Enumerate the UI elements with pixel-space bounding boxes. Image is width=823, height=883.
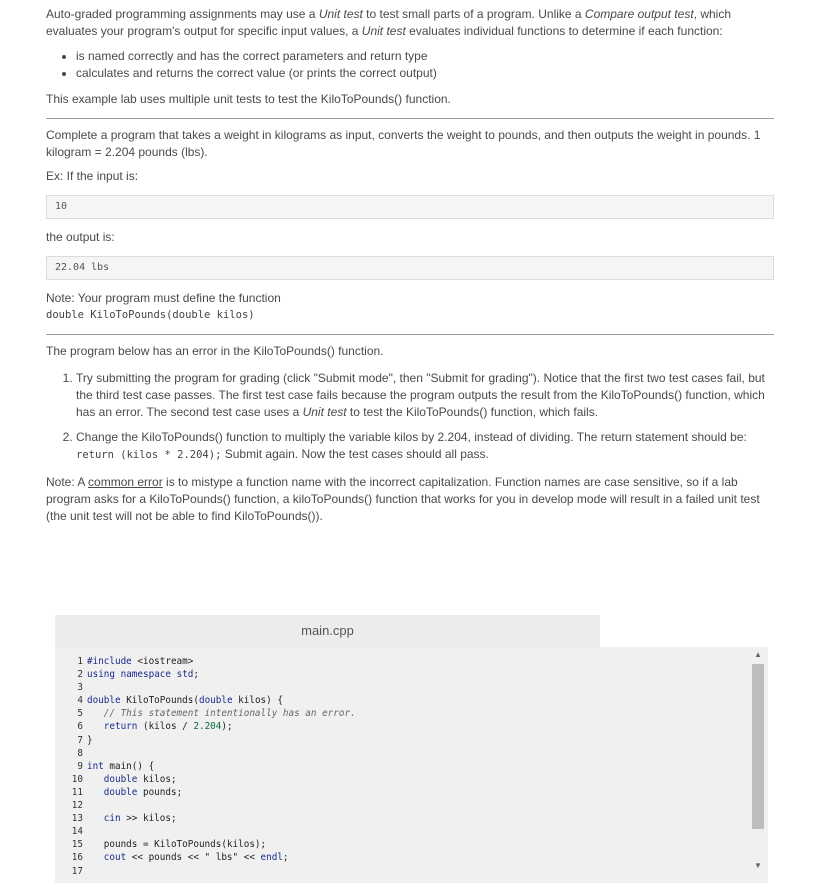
scroll-down-arrow-icon[interactable]: ▼ bbox=[754, 861, 762, 870]
line-text[interactable]: using namespace std; bbox=[87, 669, 199, 681]
code-line[interactable] bbox=[67, 786, 356, 799]
line-number: 1 bbox=[77, 656, 83, 667]
example-input: 10 bbox=[46, 195, 774, 219]
line-text[interactable]: double kilos; bbox=[103, 773, 177, 785]
line-number: 15 bbox=[71, 839, 83, 851]
line-number: 17 bbox=[71, 865, 83, 877]
line-number: 4 bbox=[77, 695, 83, 707]
line-text[interactable]: pounds = KiloToPounds(kilos); bbox=[87, 839, 267, 851]
common-error-link[interactable]: common error bbox=[88, 475, 163, 489]
code-line[interactable] bbox=[67, 812, 356, 825]
line-number: 10 bbox=[71, 773, 83, 785]
line-number: 8 bbox=[77, 747, 83, 759]
line-number: 13 bbox=[71, 813, 83, 825]
divider bbox=[46, 334, 774, 335]
line-number: 6 bbox=[77, 721, 83, 733]
code-line[interactable] bbox=[67, 825, 356, 838]
code-line[interactable] bbox=[67, 838, 356, 851]
instructions-intro: The program below has an error in the KiloToPounds() function. bbox=[46, 344, 384, 358]
line-number: 2 bbox=[77, 669, 83, 681]
example-output: 22.04 lbs bbox=[46, 256, 774, 280]
line-text[interactable]: #include <iostream> bbox=[87, 656, 194, 667]
code-line[interactable] bbox=[67, 747, 356, 760]
code-lines[interactable] bbox=[67, 655, 356, 878]
code-line[interactable] bbox=[67, 851, 356, 864]
step-1: 1. Try submitting the program for grading (click "Submit mode", then "Submit for grading"). Notice that the first two test cases fail, but the third test case passes. The first test case fails because the program outputs the result from the KiloToPounds() function, which has an error. The second test case uses a Unit test to test the KiloToPounds() function, which fails. bbox=[76, 370, 774, 421]
code-line[interactable] bbox=[67, 668, 356, 681]
code-editor[interactable] bbox=[55, 647, 768, 883]
intro-note: This example lab uses multiple unit tests to test the KiloToPounds() function. bbox=[46, 92, 451, 106]
code-line[interactable] bbox=[67, 707, 356, 720]
output-label: the output is: bbox=[46, 230, 115, 244]
code-line[interactable] bbox=[67, 694, 356, 707]
divider bbox=[46, 118, 774, 119]
scroll-up-arrow-icon[interactable]: ▲ bbox=[754, 650, 762, 659]
line-number: 14 bbox=[71, 826, 83, 838]
line-number: 16 bbox=[71, 852, 83, 864]
code-line[interactable] bbox=[67, 655, 356, 668]
line-text[interactable]: return (kilos / 2.204); bbox=[103, 721, 233, 733]
line-number: 5 bbox=[77, 708, 83, 720]
lab-instructions bbox=[46, 6, 774, 525]
example-label: Ex: If the input is: bbox=[46, 169, 139, 183]
code-line[interactable] bbox=[67, 734, 356, 747]
line-text[interactable]: int main() { bbox=[87, 760, 155, 772]
task-description: Complete a program that takes a weight in kilograms as input, converts the weight to pounds, and then outputs the weight in pounds. 1 kilogram = 2.204 pounds (lbs). bbox=[46, 128, 761, 159]
function-note: Note: Your program must define the function bbox=[46, 291, 281, 305]
function-signature: double KiloToPounds(double kilos) bbox=[46, 309, 255, 321]
line-text[interactable]: } bbox=[87, 734, 93, 746]
code-line[interactable] bbox=[67, 760, 356, 773]
line-text[interactable]: cin >> kilos; bbox=[103, 813, 177, 825]
common-error-note: Note: A common error is to mistype a function name with the incorrect capitalization. Function names are case sensitive, so if a lab program asks for a KiloToPounds() function, a kiloToPounds() function that works for you in develop mode will result in a failed unit test (the unit test will not be able to find KiloToPounds()). bbox=[46, 475, 760, 523]
line-text[interactable]: double KiloToPounds(double kilos) { bbox=[87, 695, 283, 707]
line-text[interactable]: // This statement intentionally has an error. bbox=[103, 708, 356, 720]
list-item: • is named correctly and has the correct parameters and return type bbox=[76, 48, 774, 65]
criteria-list bbox=[46, 48, 774, 82]
code-line[interactable] bbox=[67, 799, 356, 812]
steps-list bbox=[46, 370, 774, 464]
line-number: 12 bbox=[71, 800, 83, 812]
code-line[interactable] bbox=[67, 720, 356, 733]
line-text[interactable]: double pounds; bbox=[103, 786, 183, 798]
code-line[interactable] bbox=[67, 773, 356, 786]
line-text[interactable]: cout << pounds << " lbs" << endl; bbox=[103, 852, 289, 864]
return-statement-code: return (kilos * 2.204); bbox=[76, 449, 222, 461]
code-line[interactable] bbox=[67, 865, 356, 878]
line-number: 7 bbox=[77, 734, 83, 746]
file-tab[interactable]: main.cpp bbox=[301, 623, 354, 638]
line-number: 11 bbox=[71, 786, 83, 798]
intro-paragraph: Auto-graded programming assignments may use a Unit test to test small parts of a program. Unlike a Compare output test, which evaluates your program's output for specific input values, a Unit test evaluates individual functions to determine if each function: bbox=[46, 7, 732, 38]
step-2: 2. Change the KiloToPounds() function to multiply the variable kilos by 2.204, instead of dividing. The return statement should be: return (kilos * 2.204); Submit again. Now the test cases should all pass. bbox=[76, 429, 774, 464]
list-item: • calculates and returns the correct value (or prints the correct output) bbox=[76, 65, 774, 82]
line-number: 3 bbox=[77, 682, 83, 694]
code-line[interactable] bbox=[67, 681, 356, 694]
editor-scrollbar-thumb[interactable] bbox=[752, 664, 764, 829]
file-tab-bar bbox=[55, 615, 600, 648]
line-number: 9 bbox=[77, 760, 83, 772]
